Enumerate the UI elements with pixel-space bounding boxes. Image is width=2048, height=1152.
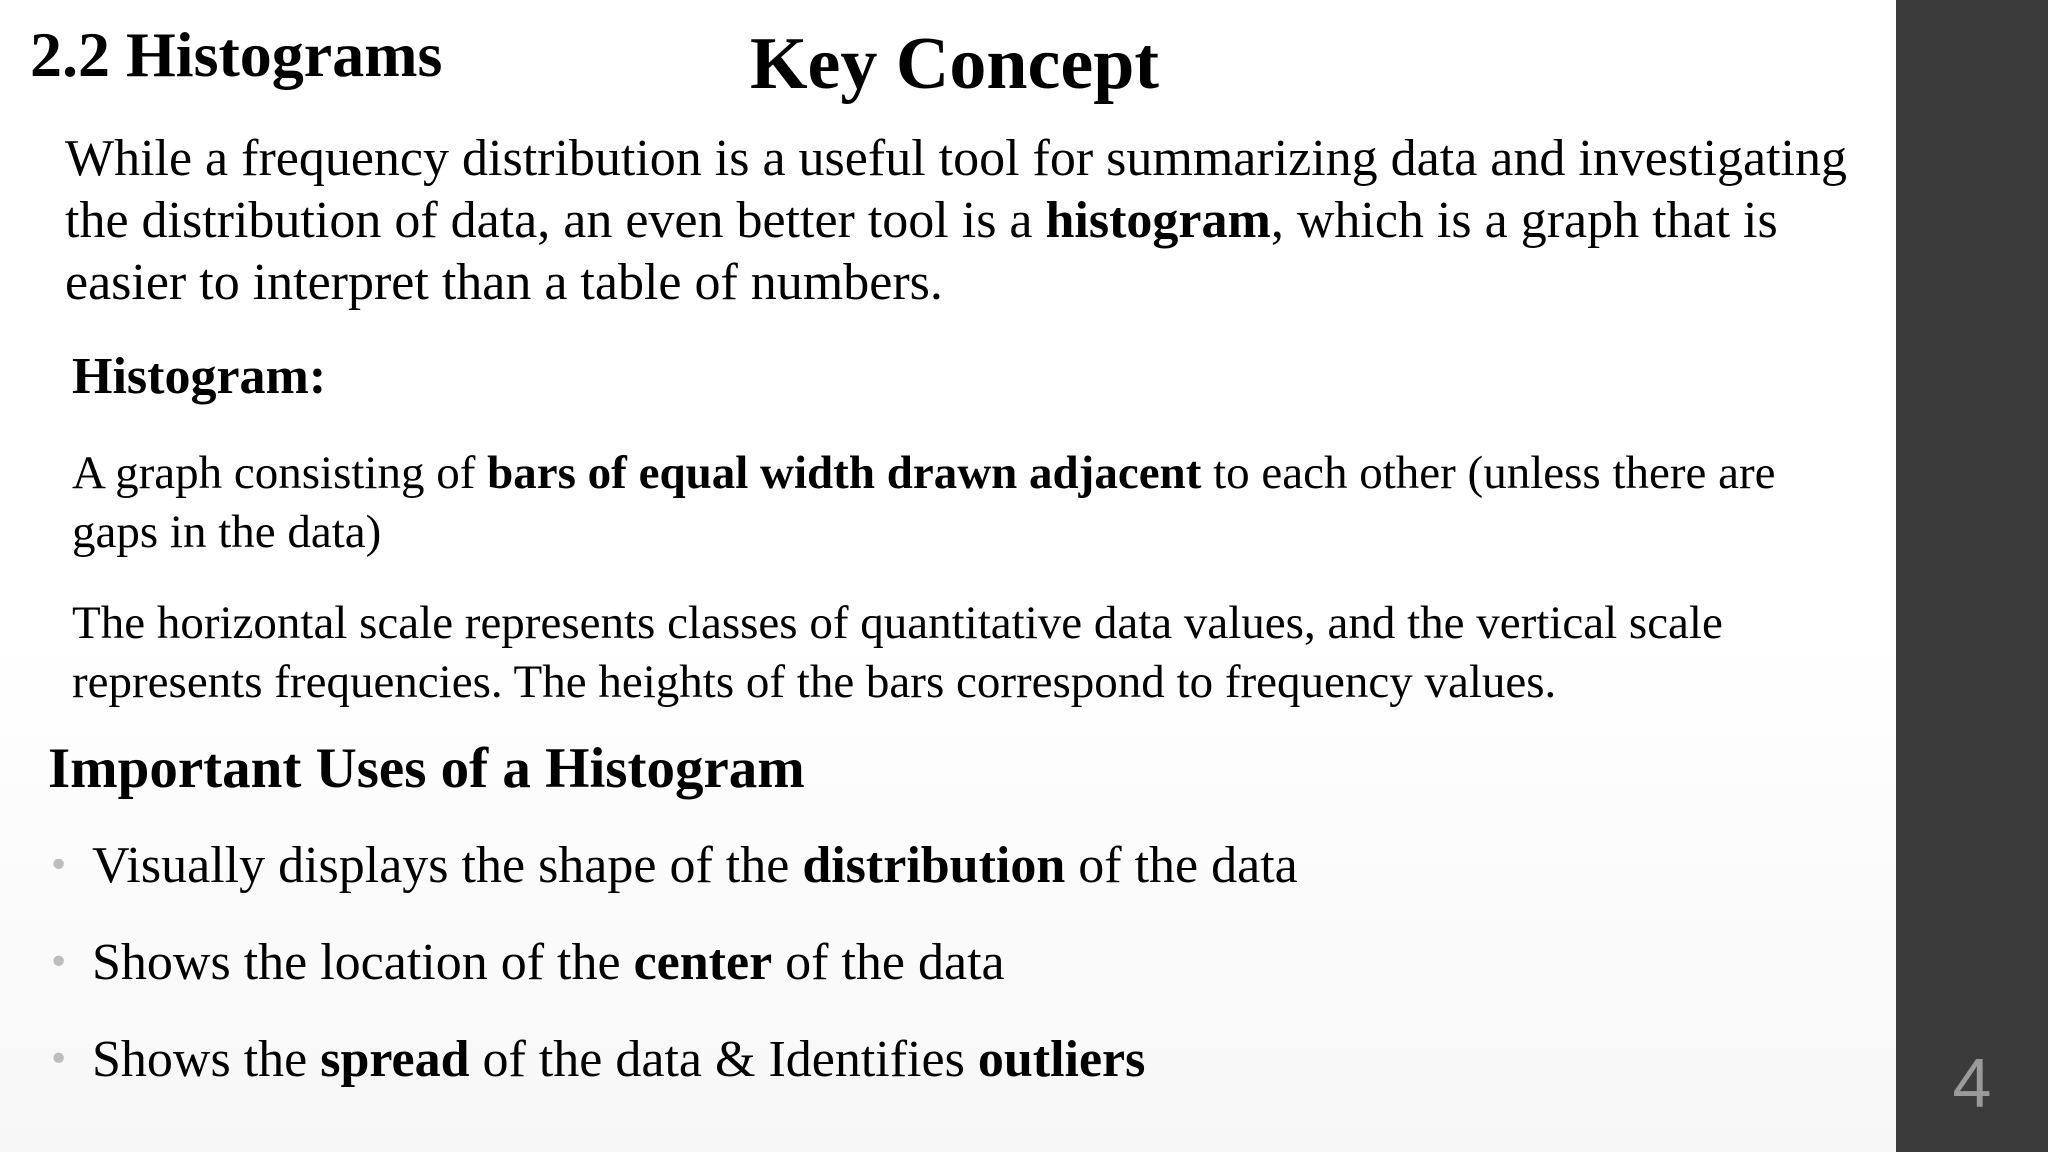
definition-paragraph-2: The horizontal scale represents classes of quantitative data values, and the vertical scale represents frequencies. The heights of the bars correspond to frequency values. xyxy=(72,597,1723,708)
intro-bold-term: histogram xyxy=(1045,192,1271,249)
list-item-bold-2: outliers xyxy=(977,1031,1146,1088)
bullet-icon: • xyxy=(48,942,70,983)
uses-heading: Important Uses of a Histogram xyxy=(48,737,805,800)
bullet-icon: • xyxy=(48,1039,70,1080)
list-item-text-2: of the data & Identifies xyxy=(469,1031,978,1088)
intro-paragraph xyxy=(65,128,1885,314)
section-title: 2.2 Histograms xyxy=(30,19,443,90)
right-sidebar-bar xyxy=(1896,0,2048,1152)
list-item-text-2: of the data xyxy=(772,934,1005,991)
slide-number: 4 xyxy=(1952,1044,1992,1122)
list-item-bold: spread xyxy=(320,1031,470,1088)
list-item xyxy=(48,932,1298,994)
definition-text-2: to each other (unless there are gaps in the data) xyxy=(72,447,1776,558)
intro-text-2: , which is a graph that is easier to interpret than a table of numbers. xyxy=(65,192,1778,311)
list-item-bold: distribution xyxy=(802,837,1066,894)
list-item-text-1: Shows the xyxy=(92,1031,321,1088)
definition-heading: Histogram: xyxy=(72,348,327,405)
definition-paragraph-1 xyxy=(72,444,1872,562)
definition-text-1: A graph consisting of xyxy=(72,447,488,499)
bullet-icon: • xyxy=(48,845,70,886)
list-item-text-2: of the data xyxy=(1065,837,1298,894)
page-title: Key Concept xyxy=(750,23,1159,105)
list-item-text-1: Shows the location of the xyxy=(92,934,634,991)
list-item-text-1: Visually displays the shape of the xyxy=(92,837,803,894)
uses-list xyxy=(48,835,1298,1091)
list-item-bold: center xyxy=(633,934,773,991)
definition-bold-phrase: bars of equal width drawn adjacent xyxy=(487,447,1202,499)
intro-text-1: While a frequency distribution is a useful tool for summarizing data and investigating the distribution of data, an even better tool is a xyxy=(65,130,1847,249)
list-item xyxy=(48,835,1298,897)
list-item xyxy=(48,1029,1298,1091)
